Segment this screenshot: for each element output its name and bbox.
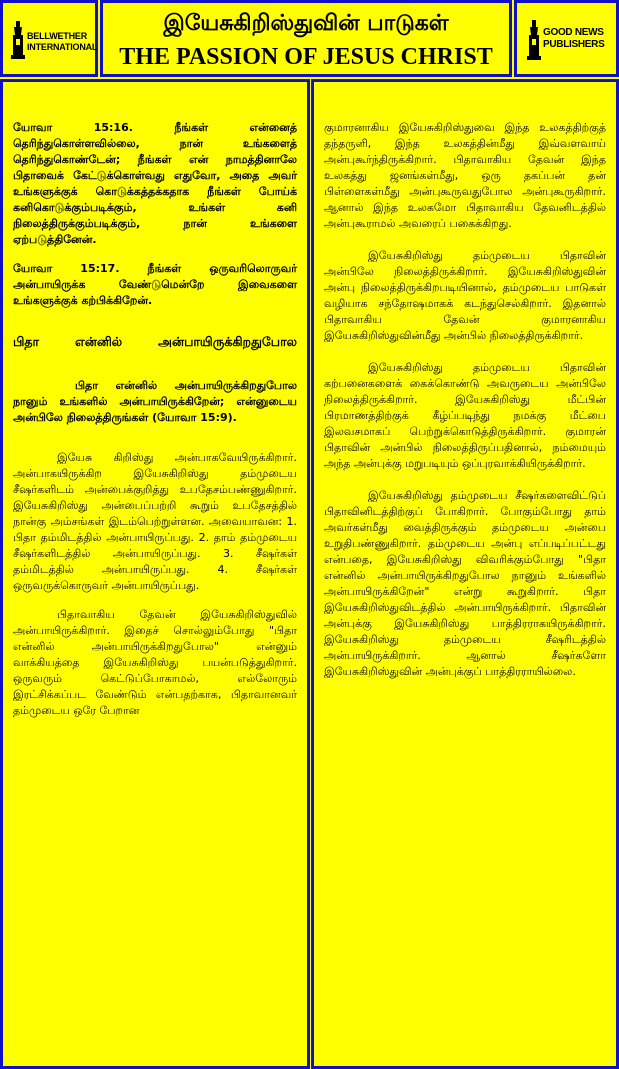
right-column bbox=[311, 79, 619, 1069]
left-column bbox=[0, 79, 310, 1069]
bellwether-logo-line1: BELLWETHER bbox=[27, 31, 87, 41]
bellwether-logo bbox=[11, 17, 98, 65]
verse-john-15-17: யோவா 15:17. நீங்கள் ஒருவரிலொருவர் அன்பாயிருக்க வேண்டுமென்றே இவைகளை உங்களுக்குக் கற்பிக்கிறேன். bbox=[13, 262, 297, 307]
good-news-logo-line2: PUBLISHERS bbox=[543, 39, 605, 50]
header-right-box bbox=[514, 0, 619, 77]
header-left-box bbox=[0, 0, 98, 77]
header-title-box bbox=[100, 0, 512, 77]
paragraph: இயேசுகிறிஸ்து தம்முடைய பிதாவின் அன்பிலே நிலைத்திருக்கிறார். இயேசுகிறிஸ்துவின் அன்பு நிலைத்திருக்கிறபடியினால், தம்முடைய பாடுகள் வழியாக சந்தோஷமாகக் கடந்துசெல்கிறார். இதனால் பிதாவாகிய தேவன் குமாரனாகிய இயேசுகிறிஸ்துவின்மீது அன்பில் நிலைத்திருக்கிறார். bbox=[324, 249, 606, 342]
bellwether-logo-line2: INTERNATIONAL bbox=[27, 42, 98, 52]
tower-icon bbox=[527, 20, 541, 60]
verse-john-15-16: யோவா 15:16. நீங்கள் என்னைத் தெரிந்துகொள்ளவில்லை, நான் உங்களைத் தெரிந்துகொண்டேன்; நீங்கள் என் நாமத்தினாலே பிதாவைக் கேட்டுக்கொள்வது எதுவோ, அதை அவர் உங்களுக்குக் கொடுக்கத்தக்கதாக நீங்கள் போய்க் கனிகொடுக்கும்படிக்கும், உங்கள் கனி நிலைத்திருக்கும்படிக்கும், நான் உங்களை ஏற்படுத்தினேன். bbox=[13, 121, 297, 246]
good-news-logo-line1: GOOD NEWS bbox=[543, 27, 604, 38]
good-news-logo bbox=[527, 17, 617, 65]
page-title-english: THE PASSION OF JESUS CHRIST bbox=[119, 44, 493, 70]
section-heading: பிதா என்னில் அன்பாயிருக்கிறதுபோல bbox=[13, 334, 297, 349]
paragraph: இயேசுகிறிஸ்து தம்முடைய பிதாவின் கற்பனைகளைக் கைக்கொண்டு அவருடைய அன்பிலே நிலைத்திருக்கிறார். இயேசுகிறிஸ்து மீட்பின் பிரமாணத்திற்குக் கீழ்ப்படிந்து நமக்கு மீட்பை இலவசமாகப் பெற்றுக்கொடுத்திருக்கிறார். குமாரன் பிதாவின் அன்பில் நிலைத்திருப்பதினால், நம்மையும் அந்த அன்புக்கு மறுபடியும் ஒப்புரவாக்கியிருக்கிறார். bbox=[324, 361, 606, 470]
tower-icon bbox=[11, 21, 25, 59]
paragraph: குமாரனாகிய இயேசுகிறிஸ்துவை இந்த உலகத்திற்குத் தந்தருளி, இந்த உலகத்தின்மீது இவ்வளவாய் அன்புகூர்ந்திருக்கிறார். பிதாவாகிய தேவன் இந்த உலகத்து ஜனங்கள்மீது, ஒரு தகப்பன் தன் பிள்ளைகள்மீது அன்புகூருவதுபோல அன்புகூருகிறார். ஆனால் இந்த உலகமோ பிதாவாகிய தேவனிடத்தில் அன்புகூராமல் அவரைப் பகைக்கிறது. bbox=[324, 121, 606, 230]
key-verse-quote: பிதா என்னில் அன்பாயிருக்கிறதுபோல நானும் உங்களில் அன்பாயிருக்கிறேன்; என்னுடைய அன்பிலே நிலைத்திருங்கள் (யோவா 15:9). bbox=[13, 379, 297, 424]
page-title-tamil: இயேசுகிறிஸ்துவின் பாடுகள் bbox=[163, 11, 449, 36]
paragraph: பிதாவாகிய தேவன் இயேசுகிறிஸ்துவில் அன்பாயிருக்கிறார். இதைச் சொல்லும்போது "பிதா என்னில் அன்பாயிருக்கிறதுபோல" என்னும் வாக்கியத்தை இயேசுகிறிஸ்து பயன்படுத்துகிறார். ஒருவரும் கெட்டுப்போகாமல், எல்லோரும் இரட்சிக்கப்பட வேண்டும் என்பதற்காக, பிதாவானவர் தம்முடைய ஒரே பேறான bbox=[13, 608, 297, 717]
paragraph: இயேசு கிறிஸ்து அன்பாகவேயிருக்கிறார். அன்பாகயிருக்கிற இயேசுகிறிஸ்து தம்முடைய சீஷர்களிடம் அன்பைக்குறித்து உபதேசம்பண்ணுகிறார். இயேசுகிறிஸ்து அன்பைப்பற்றி கூறும் உபதேசத்தில் நான்கு அம்சங்கள் இடம்பெற்றுள்ளன. அவையாவன: 1. பிதா தம்மிடத்தில் அன்பாயிருப்பது. 2. தாம் தம்முடைய சீஷர்களிடத்தில் அன்பாயிருப்பது. 3. சீஷர்கள் தம்மிடத்தில் அன்பாயிருப்பது. 4. சீஷர்கள் ஒருவருக்கொருவர் அன்பாயிருப்பது. bbox=[13, 451, 297, 592]
paragraph: இயேசுகிறிஸ்து தம்முடைய சீஷர்களைவிட்டுப் பிதாவினிடத்திற்குப் போகிறார். போகும்போது தாம் அவர்கள்மீது வைத்திருக்கும் தம்முடைய அன்பை உறுதிபண்ணுகிறார். தம்முடைய அன்பு எப்படிப்பட்டது என்பதை, இயேசுகிறிஸ்து விவரிக்கும்போது "பிதா என்னில் அன்பாயிருக்கிறதுபோல நானும் உங்களில் அன்பாயிருக்கிறேன்" என்று கூறுகிறார். பிதா இயேசுகிறிஸ்துவிடத்தில் அன்பாயிருக்கிறார். பிதாவின் அன்புக்கு இயேசுகிறிஸ்து பாத்திரராகயிருக்கிறார். இயேசுகிறிஸ்து தம்முடைய சீஷரிடத்தில் அன்பாயிருக்கிறார். ஆனால் சீஷர்களோ இயேசுகிறிஸ்துவின் அன்புக்குப் பாத்திரராயில்லை. bbox=[324, 489, 606, 678]
